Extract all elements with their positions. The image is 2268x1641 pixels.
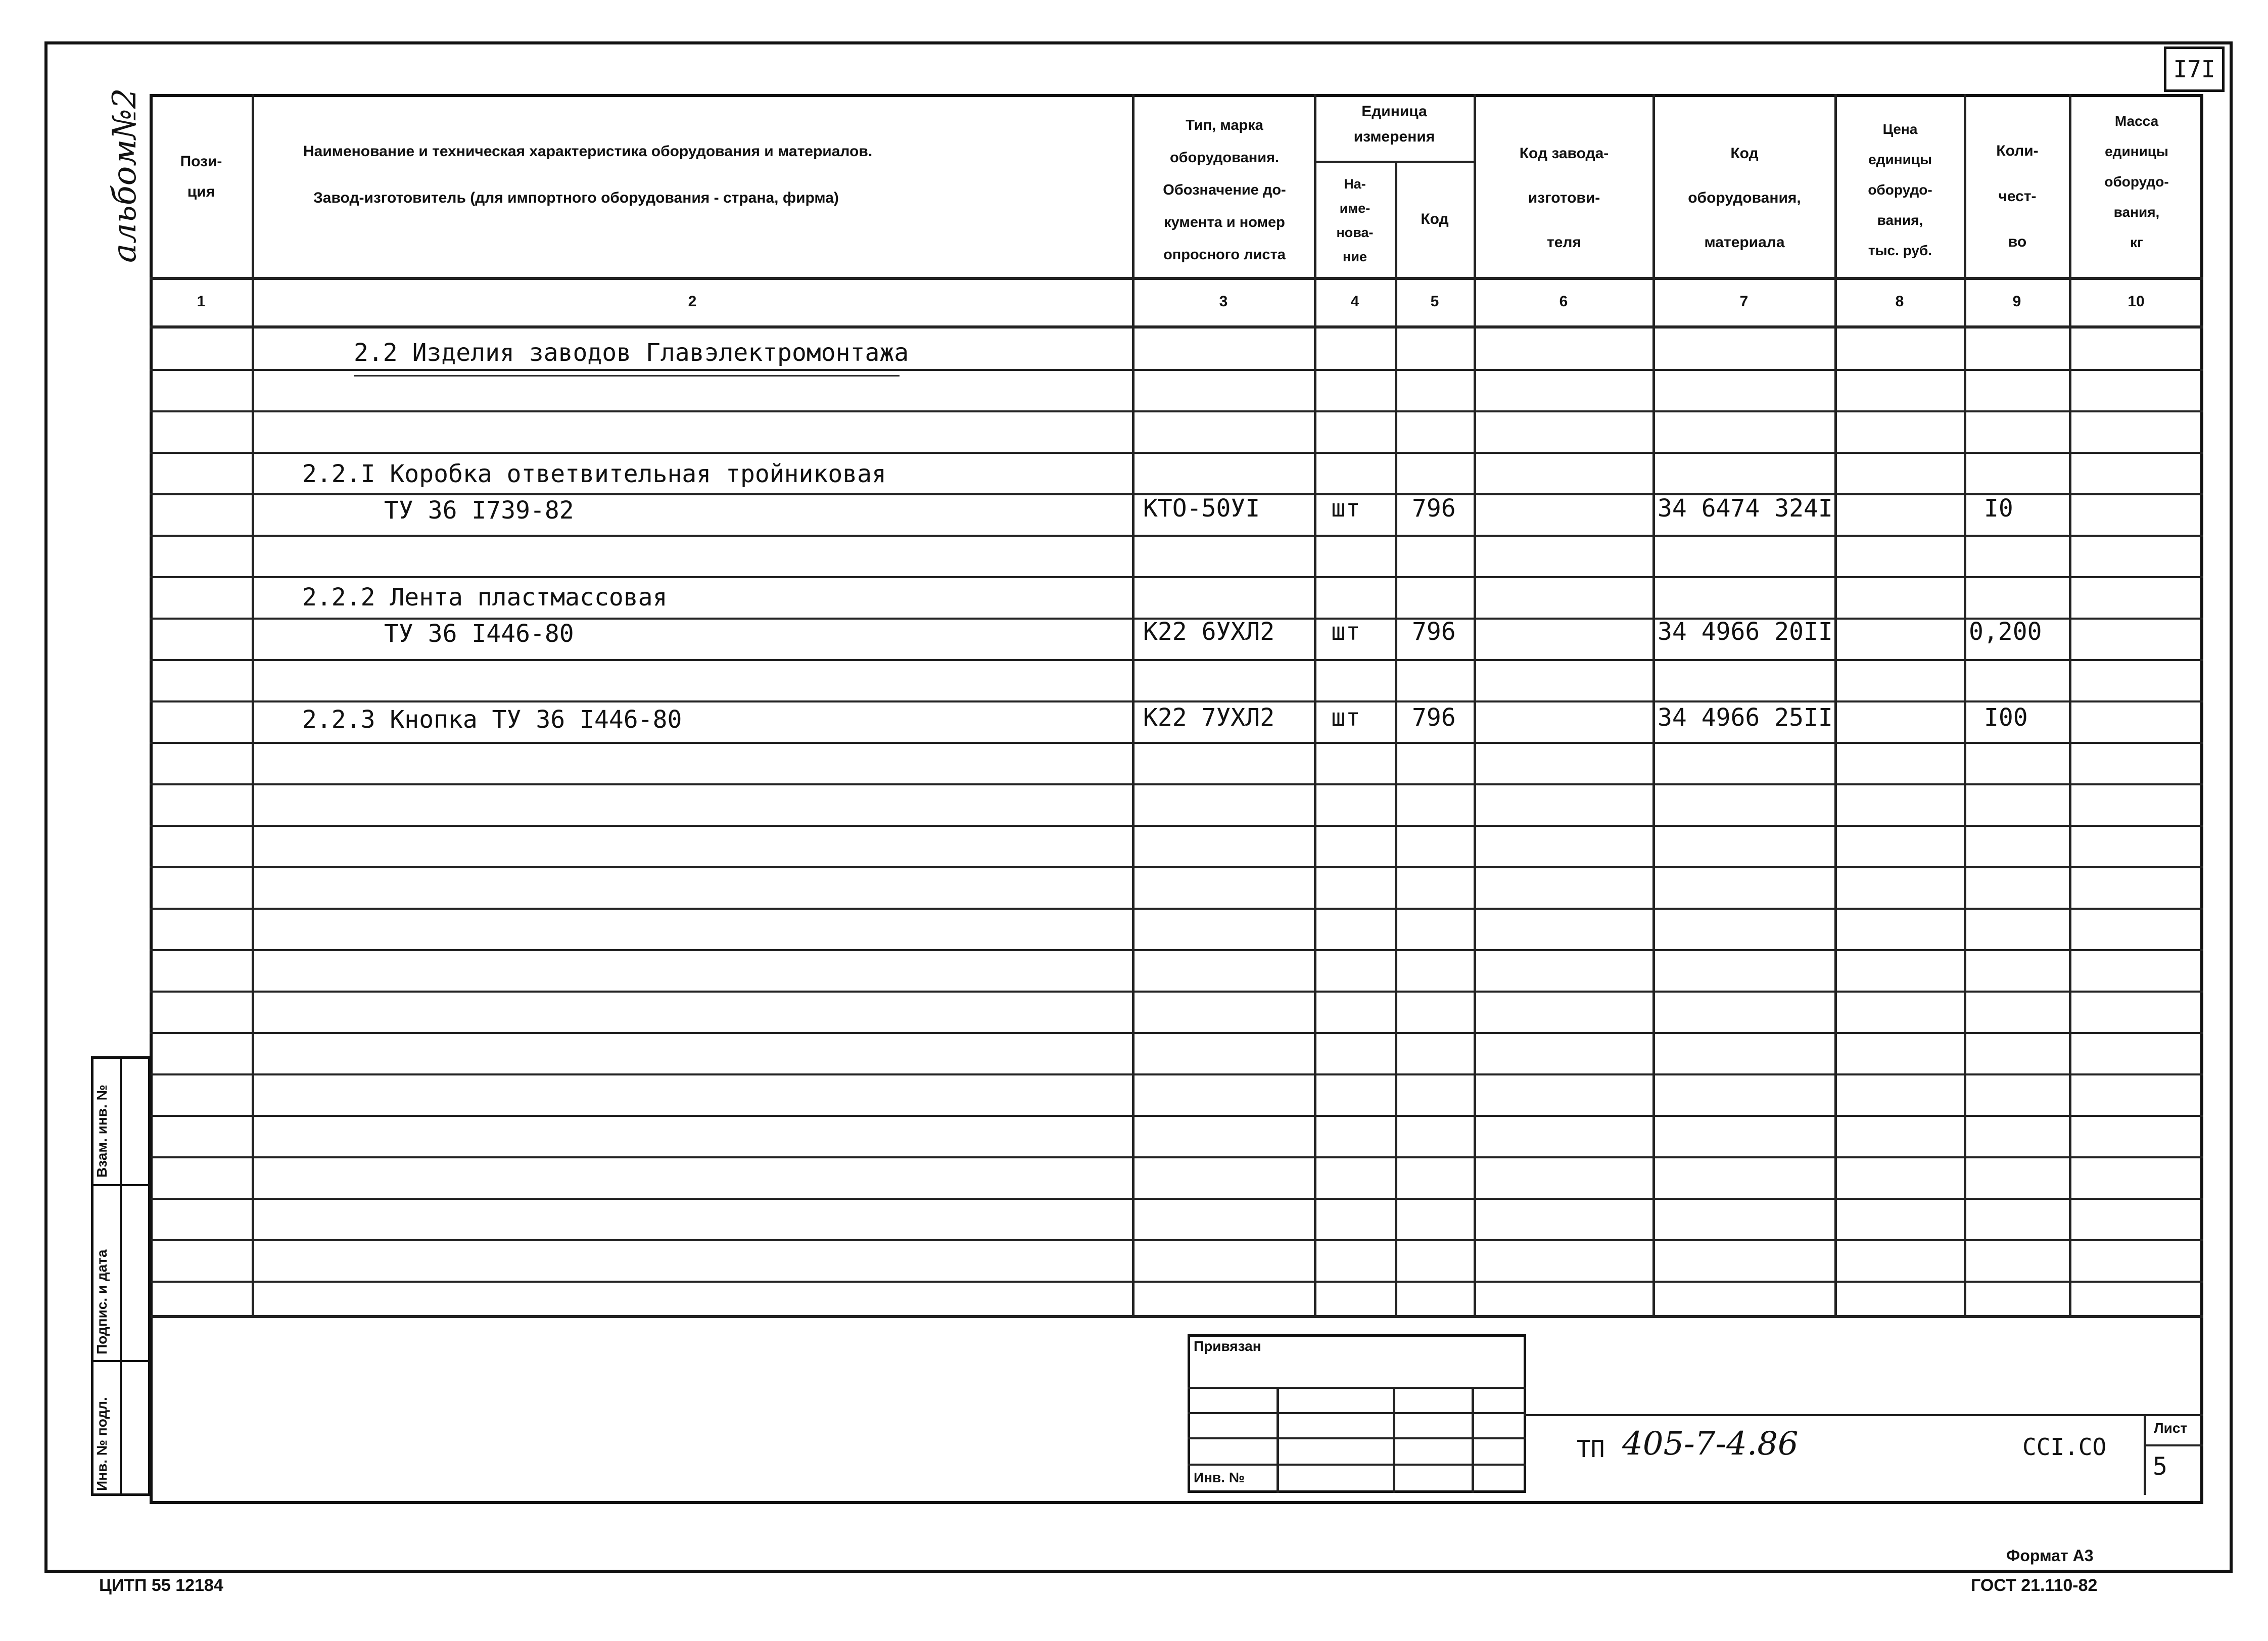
sheet-label: Лист [2154,1420,2188,1436]
item2-type: К22 6УХЛ2 [1143,618,1275,646]
side-stamp-vzam: Взам. инв. № [94,1085,110,1178]
footer-format: Формат А3 [2006,1546,2094,1565]
row-line [150,1281,2203,1283]
privyazan-line3 [1188,1437,1526,1439]
item2-spec: ТУ 36 I446-80 [384,620,574,648]
row-line [150,576,2203,578]
row-line [150,783,2203,785]
item1-qty: I0 [1984,494,2013,523]
item2-name: 2.2.2 Лента пластмассовая [302,583,668,612]
footer-left: ЦИТП 55 12184 [99,1576,223,1595]
item3-unit-code: 796 [1412,704,1456,732]
album-note [106,88,144,263]
header-name-line1: Наименование и техническая характеристика оборудования и материалов. [303,143,873,160]
item3-name: 2.2.3 Кнопка ТУ 36 I446-80 [302,706,682,734]
row-line [150,1032,2203,1034]
header-quantity: Коли- чест- во [1996,143,2039,250]
header-factory-code: Код завода- изготови- теля [1519,145,1609,251]
row-line [150,866,2203,868]
side-stamp-divider-v [120,1059,122,1493]
header-unit-name: На- име- нова- ние [1336,176,1374,264]
row-line [150,410,2203,412]
header-unit-group: Единица измерения [1353,103,1435,145]
project-code: 405-7-4.86 [1622,1425,1799,1463]
colnum-4: 4 [1350,293,1359,310]
colnum-10: 10 [2128,293,2145,310]
row-line [150,535,2203,537]
header-position: Пози- ция [180,153,222,200]
header-name-line2: Завод-изготовитель (для импортного оборудования - страна, фирма) [313,190,839,206]
row-line [150,949,2203,951]
privyazan-vline3 [1472,1387,1474,1493]
header-equipment-code: Код оборудования, материала [1688,145,1801,251]
row-line [150,369,2203,371]
row-line [150,452,2203,454]
titleblock-top [1524,1414,2203,1416]
item2-qty: 0,200 [1969,618,2042,646]
item3-type: К22 7УХЛ2 [1143,704,1275,732]
privyazan-line4 [1188,1464,1526,1466]
side-stamp-divider-h1 [93,1184,149,1186]
row-line [150,1073,2203,1075]
row-line [150,1239,2203,1241]
sheet-no: 5 [2153,1452,2167,1481]
titleblock-sheet-divider [2144,1414,2146,1495]
item3-unit: шт [1331,704,1360,732]
row-line [150,659,2203,661]
row-line [150,1115,2203,1117]
section-title-underline [354,375,900,377]
item1-unit-code: 796 [1412,494,1456,523]
item1-type: КТО-50УI [1143,494,1260,523]
colnum-9: 9 [2012,293,2021,310]
privyazan-label: Привязан [1194,1338,1261,1354]
item1-unit: шт [1331,494,1360,523]
privyazan-vline2 [1393,1387,1395,1493]
colnum-2: 2 [688,293,697,310]
item3-code: 34 4966 25II [1658,704,1833,732]
item2-code: 34 4966 20II [1658,618,1833,646]
side-stamp-podp: Подпис. и дата [94,1249,110,1354]
table-body-bottom [150,1315,2203,1318]
sheet-number-box [2164,46,2225,92]
header-bottom-line [150,277,2203,280]
colnum-8: 8 [1895,293,1904,310]
header-type: Тип, марка оборудования. Обозначение до- кумента и номер опросного листа [1163,117,1286,263]
item1-code: 34 6474 324I [1658,494,1833,523]
header-unit-code: Код [1421,211,1449,227]
project-prefix: ТП [1577,1435,1605,1463]
side-stamp-inv: Инв. № подл. [94,1397,110,1491]
privyazan-line1 [1188,1387,1526,1389]
privyazan-line2 [1188,1412,1526,1414]
item2-unit: шт [1331,618,1360,646]
titleblock-sheet-label-line [2144,1444,2203,1446]
colnum-3: 3 [1219,293,1228,310]
section-title: 2.2 Изделия заводов Главэлектромонтажа [354,339,909,367]
colnum-7: 7 [1739,293,1749,310]
unit-group-divider [1314,161,1474,163]
row-line [150,825,2203,827]
item1-spec: ТУ 36 I739-82 [384,496,574,525]
row-line [150,742,2203,744]
colnum-6: 6 [1559,293,1568,310]
item3-qty: I00 [1984,704,2028,732]
header-mass: Масса единицы оборудо- вания, кг [2104,113,2169,250]
sheet-number: I7I [2173,56,2215,83]
colnum-5: 5 [1430,293,1439,310]
inv-no-label: Инв. № [1194,1470,1245,1485]
colnum-bottom-line [150,325,2203,329]
album-note-text: альбом№2 [106,88,144,263]
row-line [150,1198,2203,1200]
header-price: Цена единицы оборудо- вания, тыс. руб. [1868,121,1932,258]
doc-code: ССI.СО [2022,1433,2107,1461]
colnum-1: 1 [197,293,206,310]
row-line [150,1156,2203,1158]
col-divider-4 [1395,161,1397,1317]
item1-name: 2.2.I Коробка ответвительная тройниковая [302,460,886,488]
footer-gost: ГОСТ 21.110-82 [1971,1576,2098,1595]
privyazan-vline1 [1277,1387,1279,1493]
side-stamp-divider-h2 [93,1360,149,1362]
item2-unit-code: 796 [1412,618,1456,646]
row-line [150,991,2203,993]
row-line [150,908,2203,910]
